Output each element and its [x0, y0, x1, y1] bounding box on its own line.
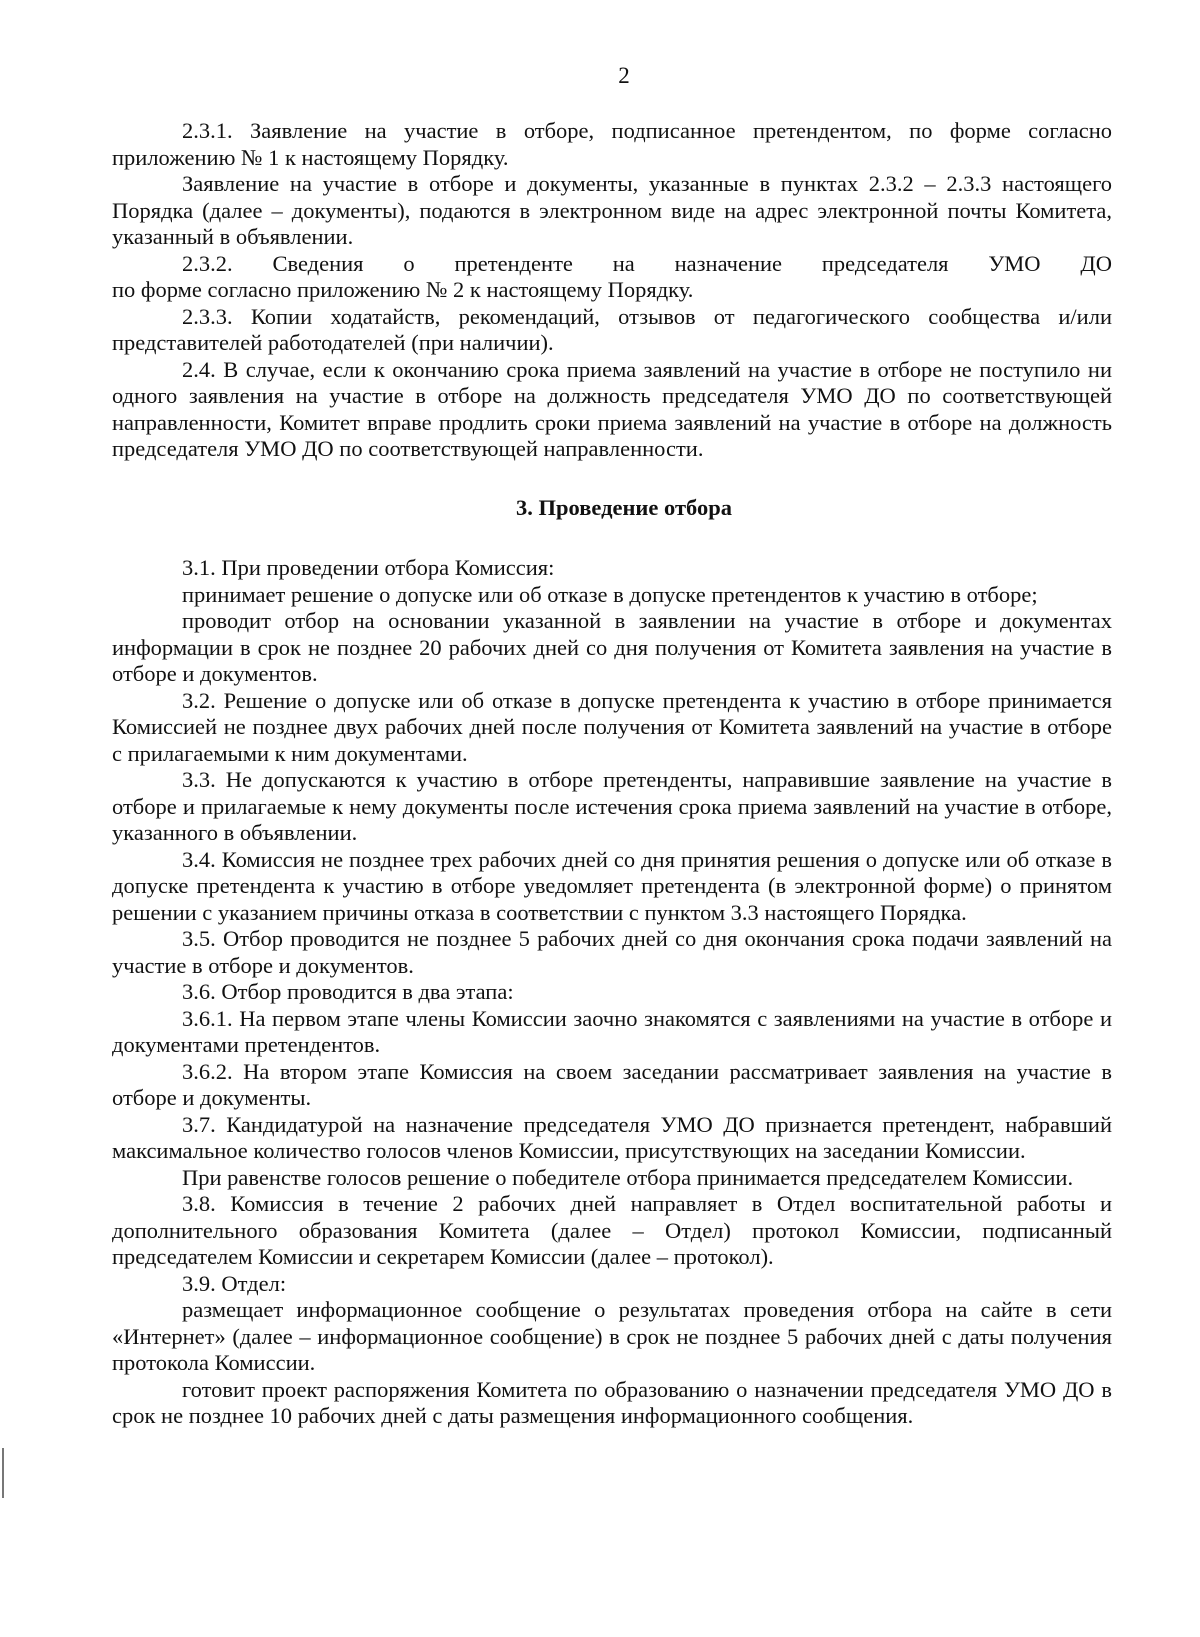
section-3-heading: 3. Проведение отбора — [516, 494, 732, 520]
section-3-body — [112, 555, 1112, 1430]
paragraph-3-8: 3.8. Комиссия в течение 2 рабочих дней направляет в Отдел воспитательной работы и дополнительного образования Комитета (далее – Отдел) протокол Комиссии, подписанный председателем Комиссии и секретарем Комиссии (далее – протокол). — [112, 1191, 1112, 1269]
section-2-continuation — [112, 118, 1112, 463]
scan-margin-mark — [2, 1448, 4, 1498]
paragraph-application-submission: Заявление на участие в отборе и документы, указанные в пунктах 2.3.2 – 2.3.3 настоящего Порядка (далее – документы), подаются в электронном виде на адрес электронной почты Комитета, указанный в объявлении. — [112, 171, 1112, 249]
paragraph-3-4: 3.4. Комиссия не позднее трех рабочих дней со дня принятия решения о допуске или об отказе в допуске претендента к участию в отборе уведомляет претендента (в электронной форме) о принятом решении с указанием причины отказа в соответствии с пунктом 3.3 настоящего Порядка. — [112, 846, 1112, 925]
paragraph-3-6: 3.6. Отбор проводится в два этапа: — [182, 979, 514, 1004]
paragraph-3-3: 3.3. Не допускаются к участию в отборе претенденты, направившие заявление на участие в отборе и прилагаемые к нему документы после истечения срока приема заявлений на участие в отборе, указанного в объявлении. — [112, 767, 1112, 845]
paragraph-3-9-item-publish: размещает информационное сообщение о результатах проведения отбора на сайте в сети «Интернет» (далее – информационное сообщение) в срок не позднее 5 рабочих дней с даты получения протокола Комиссии. — [112, 1297, 1112, 1375]
paragraph-3-1: 3.1. При проведении отбора Комиссия: — [182, 555, 555, 580]
paragraph-3-7: 3.7. Кандидатурой на назначение председателя УМО ДО признается претендент, набравший максимальное количество голосов членов Комиссии, присутствующих на заседании Комиссии. — [112, 1111, 1112, 1163]
paragraph-3-6-2: 3.6.2. На втором этапе Комиссия на своем заседании рассматривает заявления на участие в отборе и документы. — [112, 1058, 1112, 1110]
paragraph-3-9: 3.9. Отдел: — [182, 1270, 287, 1296]
paragraph-tie-vote: При равенстве голосов решение о победителе отбора принимается председателем Комиссии. — [182, 1164, 1074, 1190]
paragraph-2-3-2: 2.3.2. Сведения о претенденте на назначение председателя УМО ДО — [182, 250, 1112, 276]
paragraph-2-3-2-continuation: по форме согласно приложению № 2 к настоящему Порядку. — [112, 277, 694, 302]
paragraph-2-4: 2.4. В случае, если к окончанию срока приема заявлений на участие в отборе не поступило ни одного заявления на участие в отборе на должность председателя УМО ДО по соответствующей направленности, Комитет вправе продлить сроки приема заявлений на участие в отборе на должность председателя УМО ДО по соответствующей направленности. — [112, 356, 1112, 461]
paragraph-2-3-3: 2.3.3. Копии ходатайств, рекомендаций, отзывов от педагогического сообщества и/или представителей работодателей (при наличии). — [112, 303, 1112, 355]
paragraph-3-1-item-selection: проводит отбор на основании указанной в заявлении на участие в отборе и документах информации в срок не позднее 20 рабочих дней со дня получения от Комитета заявления на участие в отборе и документов. — [112, 608, 1112, 686]
paragraph-2-3-1: 2.3.1. Заявление на участие в отборе, подписанное претендентом, по форме согласно приложению № 1 к настоящему Порядку. — [112, 118, 1112, 170]
paragraph-3-5: 3.5. Отбор проводится не позднее 5 рабочих дней со дня окончания срока подачи заявлений на участие в отборе и документов. — [112, 926, 1112, 978]
paragraph-3-9-item-order: готовит проект распоряжения Комитета по образованию о назначении председателя УМО ДО в срок не позднее 10 рабочих дней с даты размещения информационного сообщения. — [112, 1376, 1112, 1428]
paragraph-3-6-1: 3.6.1. На первом этапе члены Комиссии заочно знакомятся с заявлениями на участие в отборе и документами претендентов. — [112, 1005, 1112, 1057]
paragraph-3-2: 3.2. Решение о допуске или об отказе в допуске претендента к участию в отборе принимается Комиссией не позднее двух рабочих дней после получения от Комитета заявлений на участие в отборе с прилагаемыми к ним документами. — [112, 687, 1112, 766]
paragraph-3-1-item-admission: принимает решение о допуске или об отказе в допуске претендентов к участию в отборе; — [182, 581, 1038, 607]
page-number: 2 — [618, 63, 630, 88]
